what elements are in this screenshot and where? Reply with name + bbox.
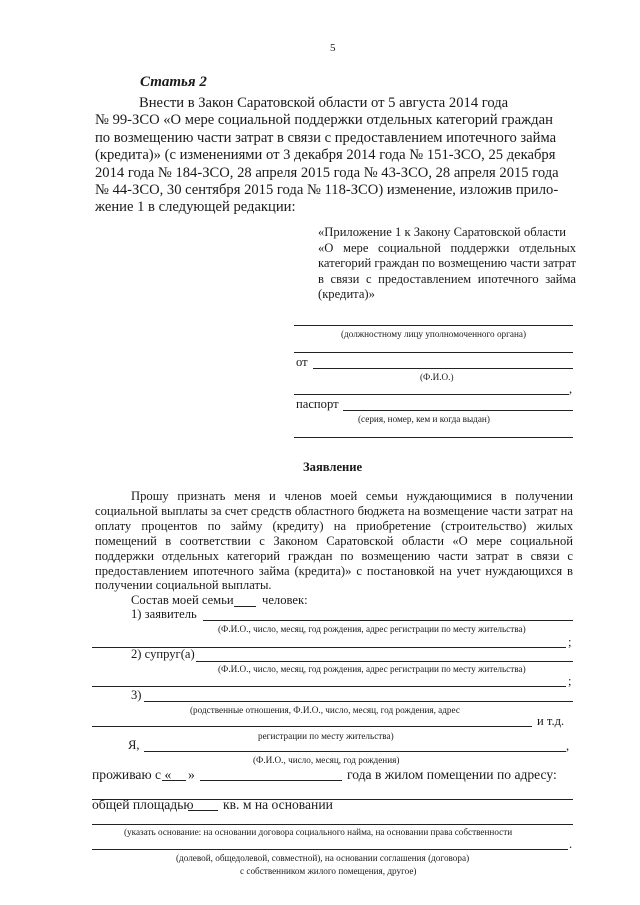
article-line: Внести в Закон Саратовской области от 5 августа 2014 года — [139, 95, 509, 111]
reside-mid: » — [188, 767, 195, 782]
family-count-prefix: Состав моей семьи — [131, 593, 234, 607]
applicant-fio-field-2[interactable] — [294, 394, 569, 395]
reside-prefix: проживаю с « — [92, 767, 172, 782]
applicant-field[interactable] — [203, 620, 573, 621]
basis-caption-1: (указать основание: на основании договора социального найма, на основании права собственности — [124, 827, 513, 837]
semicolon-mark: ; — [568, 635, 572, 649]
basis-caption-2: (долевой, общедолевой, совместной), на основании соглашения (договора) — [176, 853, 470, 863]
item3-caption-2: регистрации по месту жительства) — [258, 731, 394, 741]
statement-text — [95, 489, 573, 593]
appendix-reference — [318, 225, 576, 303]
statement-title: Заявление — [303, 460, 363, 474]
item3-label: 3) — [131, 688, 142, 702]
item2-caption: (Ф.И.О., число, месяц, год рождения, адрес регистрации по месту жительства) — [218, 664, 526, 674]
basis-field[interactable] — [92, 824, 573, 825]
statement-paragraph: Прошу признать меня и членов моей семьи нуждающимися в получении социальной выплаты за счет средств областного бюджета на возмещение части затрат на оплату процентов по займу (кредиту) на приобретение (строительство) жилых помещений в соответствии с Законом Саратовской области «О мере социальной поддержки отдельных категорий граждан по возмещению части затрат в связи с предоставлением ипотечного займа (кредита)» с постановкой на учет нуждающихся в получении социальной выплаты. — [95, 489, 573, 593]
area-field[interactable] — [188, 810, 218, 811]
period-mark: . — [569, 837, 573, 851]
from-label: от — [296, 355, 308, 369]
reside-suffix: года в жилом помещении по адресу: — [347, 767, 557, 782]
fio-caption: (Ф.И.О.) — [420, 372, 454, 382]
item1-caption: (Ф.И.О., число, месяц, год рождения, адрес регистрации по месту жительства) — [218, 624, 526, 634]
article-line: (кредита)» (с изменениями от 3 декабря 2014 года № 151-ЗСО, 25 декабря — [95, 147, 556, 164]
self-fio-field[interactable] — [144, 751, 566, 752]
page-number: 5 — [330, 42, 336, 54]
passport-label: паспорт — [296, 397, 339, 411]
self-label: Я, — [128, 738, 140, 752]
relative-field-2[interactable] — [92, 726, 532, 727]
etc-label: и т.д. — [537, 714, 565, 728]
passport-field[interactable] — [343, 410, 573, 411]
article-line: по возмещению части затрат в связи с предоставлением ипотечного займа — [95, 129, 557, 146]
appendix-ref-line-2: «О мере социальной поддержки отдельных категорий граждан по возмещению части затрат в связи с предоставлением ипотечного займа (кредита)» — [318, 240, 576, 302]
basis-caption-3: с собственником жилого помещения, другое) — [240, 866, 417, 876]
article-line: № 44-ЗСО, 30 сентября 2015 года № 118-ЗСО) изменение, изложив прило- — [95, 182, 559, 199]
area-prefix: общей площадью — [92, 797, 194, 812]
comma-mark: , — [566, 739, 570, 753]
item1-label: 1) заявитель — [131, 607, 197, 621]
comma-mark: , — [569, 382, 573, 396]
relative-field[interactable] — [144, 701, 573, 702]
item2-label: 2) супруг(а) — [131, 647, 195, 661]
official-name-field-2[interactable] — [294, 352, 573, 353]
spouse-field[interactable] — [196, 661, 573, 662]
official-caption: (должностному лицу уполномоченного органа) — [341, 329, 527, 339]
article-line: № 99-ЗСО «О мере социальной поддержки отдельных категорий граждан — [95, 112, 553, 129]
article-heading: Статья 2 — [140, 74, 207, 90]
spouse-field-2[interactable] — [92, 686, 566, 687]
basis-field-2[interactable] — [92, 849, 568, 850]
appendix-ref-line-1: «Приложение 1 к Закону Саратовской области — [318, 225, 567, 239]
article-line: 2014 года № 184-ЗСО, 28 апреля 2015 года № 43-ЗСО, 28 апреля 2015 года — [95, 164, 559, 181]
article-text — [95, 95, 579, 217]
area-suffix: кв. м на основании — [223, 797, 333, 812]
official-name-field[interactable] — [294, 325, 573, 326]
family-count-suffix: человек: — [262, 593, 308, 607]
reside-day-field[interactable] — [162, 780, 186, 781]
passport-field-2[interactable] — [294, 437, 573, 438]
semicolon-mark: ; — [568, 674, 572, 688]
item3-caption-1: (родственные отношения, Ф.И.О., число, месяц, год рождения, адрес — [190, 705, 460, 715]
article-line: жение 1 в следующей редакции: — [95, 199, 296, 216]
applicant-fio-field[interactable] — [313, 368, 573, 369]
passport-caption: (серия, номер, кем и когда выдан) — [358, 414, 490, 424]
family-count-field[interactable] — [234, 606, 256, 607]
self-caption: (Ф.И.О., число, месяц, год рождения) — [253, 755, 400, 765]
reside-month-year-field[interactable] — [200, 780, 342, 781]
